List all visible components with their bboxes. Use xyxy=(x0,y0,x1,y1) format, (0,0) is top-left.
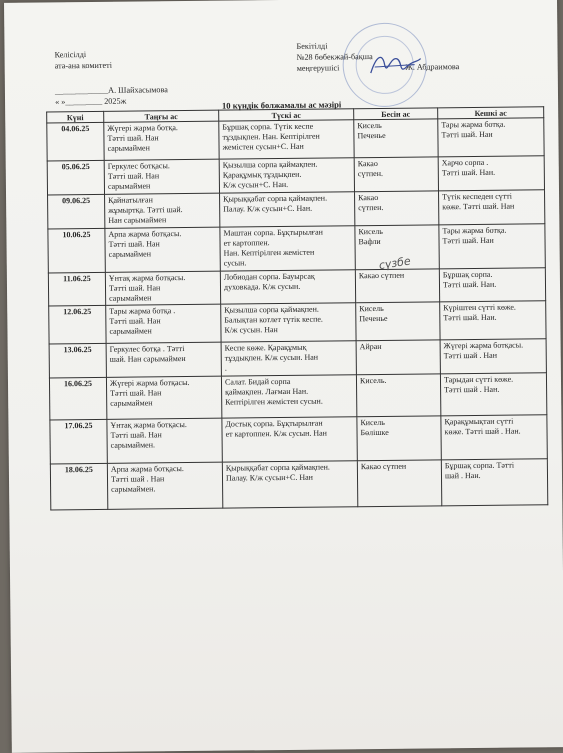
lunch-line: сусын. xyxy=(223,258,247,268)
document-sheet xyxy=(4,0,563,753)
lunch-line: қаймақпен. Лағман Нан. xyxy=(225,386,309,397)
row-date: 09.06.25 xyxy=(48,194,105,229)
dinner-line: Тәтті шай. Нан. xyxy=(443,312,497,323)
cell-lunch xyxy=(221,375,356,418)
lunch-line: К/ж сусын. Нан xyxy=(224,325,278,335)
cell-breakfast xyxy=(104,159,219,194)
row-date: 10.06.25 xyxy=(48,228,105,273)
table-row xyxy=(47,118,544,161)
table-row xyxy=(48,190,545,229)
dinner-line: Қарақұмықтан сүтті xyxy=(444,416,514,427)
cell-lunch xyxy=(220,270,355,304)
snack-line: Айран xyxy=(359,341,382,352)
cell-snack xyxy=(357,460,441,507)
breakfast-line: Арпа жарма ботқасы. xyxy=(110,464,184,474)
head-label: меңгерушісі xyxy=(296,63,340,73)
table-row xyxy=(49,339,546,378)
cell-dinner xyxy=(439,268,545,302)
row-date: 18.06.25 xyxy=(50,463,107,510)
breakfast-line: Қайнатылған xyxy=(108,195,153,205)
breakfast-line: сарымаймен. xyxy=(110,440,156,450)
kindergarten-label: №28 бөбекжай-бақша xyxy=(296,52,373,62)
lunch-line: Маштан сорпа. Бұқтырылған xyxy=(223,227,323,238)
cell-breakfast xyxy=(104,121,219,160)
lunch-line: Бұршақ сорпа. Түтік кеспе xyxy=(222,121,314,132)
breakfast-line: Нан сарымаймен xyxy=(108,215,167,225)
snack-line: Кисель xyxy=(359,303,384,314)
dinner-line: Тәтті шай. Нан. xyxy=(442,279,497,290)
cell-dinner xyxy=(440,339,546,374)
table-row xyxy=(50,415,547,464)
cell-breakfast xyxy=(107,462,222,509)
table-row xyxy=(50,459,547,510)
column-header-lunch: Түскі ас xyxy=(219,109,354,121)
dinner-line: Тарыдан сүтті көже. xyxy=(443,374,514,385)
snack-line: Печенье xyxy=(359,313,388,324)
snack-line: сүтпен. xyxy=(358,202,384,213)
cell-snack xyxy=(354,157,438,192)
lunch-line: К/ж сусын+С. Нан. xyxy=(222,179,289,190)
lunch-line: Лобиодан сорпа. Бауырсақ xyxy=(223,271,315,282)
cell-dinner xyxy=(441,415,547,460)
snack-line: Вафли xyxy=(358,236,381,247)
table-body xyxy=(47,118,548,510)
row-date: 16.06.25 xyxy=(49,377,106,420)
table-row xyxy=(47,156,544,195)
cell-snack xyxy=(355,269,439,303)
lunch-line: . xyxy=(224,363,227,373)
row-date: 05.06.25 xyxy=(47,160,104,195)
breakfast-line: сарымаймен xyxy=(107,143,150,153)
cell-snack xyxy=(356,302,440,341)
breakfast-line: Тәтті шай. Нан xyxy=(107,171,160,181)
column-header-date: Күні xyxy=(47,111,104,123)
committee-date-line: « »_________ 2025ж xyxy=(55,96,127,107)
row-date: 12.06.25 xyxy=(49,305,106,344)
breakfast-line: Тәтті шай. Нан xyxy=(110,388,162,398)
dinner-line: Бұршақ сорпа. Тәтті xyxy=(444,460,515,471)
cell-breakfast xyxy=(105,193,220,228)
snack-line: Бөлішке xyxy=(360,427,389,438)
cell-snack xyxy=(356,340,440,375)
cell-dinner xyxy=(440,301,546,340)
lunch-line: Палау. К/ж сусын+С. Нан xyxy=(225,472,313,483)
lunch-line: Кептірілген жемістен сусын. xyxy=(225,396,323,407)
breakfast-line: Геркулес ботқа . Тәтті xyxy=(109,344,185,354)
breakfast-line: сарымаймен xyxy=(109,293,152,303)
lunch-line: ет картоппен. К/ж сусын. Нан xyxy=(225,428,327,439)
agreed-label: Келісілді xyxy=(54,50,87,60)
breakfast-line: Тәтті шай. Нан xyxy=(108,239,160,249)
cell-lunch xyxy=(222,417,357,462)
lunch-line: Қарақұмық тұздықпен. xyxy=(222,169,302,180)
menu-table xyxy=(46,106,548,510)
approval-left-block xyxy=(55,48,169,107)
snack-line: Кисель xyxy=(360,417,385,428)
parent-committee-label: ата-ана комитеті xyxy=(54,60,113,71)
breakfast-line: Тәтті шай . Нан xyxy=(110,474,165,484)
snack-line: Кисель xyxy=(358,226,383,237)
dinner-line: шай . Нан. xyxy=(444,470,481,481)
column-header-dinner: Кешкі ас xyxy=(438,107,544,119)
snack-line: Кисель xyxy=(357,120,382,131)
breakfast-line: Геркулес ботқасы. xyxy=(107,161,170,171)
lunch-line: жемістен сусын+С. Нан xyxy=(222,141,304,152)
cell-lunch xyxy=(219,120,354,159)
cell-lunch xyxy=(221,341,356,376)
cell-lunch xyxy=(220,226,355,271)
approved-label: Бекітілді xyxy=(296,41,328,51)
cell-lunch xyxy=(221,303,356,342)
breakfast-line: Тәтті шай. Нан xyxy=(107,133,159,143)
snack-line: Какао xyxy=(357,158,378,169)
snack-line: Кисель. xyxy=(359,375,387,386)
column-header-breakfast: Таңғы ас xyxy=(104,110,219,122)
menu-title: 10 күндік болжамалы ас мәзірі xyxy=(221,99,342,111)
breakfast-line: жұмыртқа. Тәтті шай. xyxy=(108,205,183,215)
cell-breakfast xyxy=(106,342,221,377)
snack-line: сүтпен. xyxy=(357,168,384,179)
breakfast-line: сарымаймен. xyxy=(111,484,156,494)
cell-dinner xyxy=(438,118,544,157)
cell-breakfast xyxy=(106,376,221,419)
breakfast-line: Ұнтақ жарма ботқасы. xyxy=(110,420,187,430)
cell-lunch xyxy=(222,461,357,508)
lunch-line: Кеспе көже. Қарақұмық xyxy=(224,342,307,353)
dinner-line: көже. Тәтті шай. Нан xyxy=(442,201,515,212)
cell-snack xyxy=(356,374,440,417)
lunch-line: Қызылша сорпа қаймақпен. xyxy=(222,159,318,170)
snack-line: Какао xyxy=(358,192,379,203)
breakfast-line: Жүгері жарма ботқасы. xyxy=(109,377,190,388)
snack-line: Печенье xyxy=(357,130,386,141)
dinner-line: Тәтті шай. Нан xyxy=(441,129,493,140)
breakfast-line: сарымаймен xyxy=(109,326,152,336)
breakfast-line: Жүгері жарма ботқа. xyxy=(107,123,178,133)
cell-snack xyxy=(355,191,439,226)
cell-lunch xyxy=(220,192,355,227)
snack-line: Какао сүтпен xyxy=(358,270,405,281)
dinner-line: Тәтті шай. Нан. xyxy=(441,167,496,178)
breakfast-line: Тәтті шай. Нан xyxy=(109,316,161,326)
lunch-line: Балықтан котлет түтік кеспе. xyxy=(224,314,323,325)
dinner-line: Тары жарма ботқа. xyxy=(441,119,506,130)
dinner-line: Тәтті шай. Нан xyxy=(442,235,494,246)
dinner-line: Түтік кеспеден сүтті xyxy=(442,191,512,202)
committee-signature-line: _____________А. Шайхасымова xyxy=(54,85,168,96)
cell-breakfast xyxy=(105,271,220,305)
dinner-line: Жүгері жарма ботқасы. xyxy=(443,340,524,351)
breakfast-line: сарымаймен xyxy=(108,249,152,259)
table-row xyxy=(48,268,545,306)
dinner-line: Бұршақ сорпа. xyxy=(442,269,493,280)
dinner-line: Күріштен сүтті көже. xyxy=(443,302,516,313)
column-header-snack: Бесін ас xyxy=(354,108,438,120)
lunch-line: Достық сорпа. Бұқтырылған xyxy=(225,418,323,429)
dinner-line: Харчо сорпа . xyxy=(441,157,489,168)
lunch-line: Нан. Кептірілген жемістен xyxy=(223,247,315,258)
row-date: 04.06.25 xyxy=(47,122,104,161)
cell-dinner xyxy=(439,224,545,269)
snack-line: Какао сүтпен xyxy=(360,461,407,472)
row-date: 17.06.25 xyxy=(50,419,107,464)
dinner-line: көже. Тәтті шай . Нан. xyxy=(444,426,521,437)
cell-snack xyxy=(357,416,441,461)
cell-dinner xyxy=(440,373,546,416)
signature-scribble xyxy=(367,49,423,84)
breakfast-line: Тәтті шай. Нан xyxy=(108,283,161,293)
breakfast-line: Ұнтақ жарма ботқасы. xyxy=(108,273,186,283)
breakfast-line: сарымаймен xyxy=(107,181,151,191)
cell-breakfast xyxy=(107,418,222,463)
breakfast-line: Арпа жарма ботқасы. xyxy=(108,229,182,239)
breakfast-line: Тары жарма ботқа . xyxy=(109,306,176,316)
lunch-line: ет картоппен. xyxy=(223,238,270,248)
lunch-line: Палау. К/ж сусын+С. Нан. xyxy=(223,203,313,214)
cell-breakfast xyxy=(105,227,220,272)
lunch-line: Салат. Бидай сорпа xyxy=(224,376,291,387)
dinner-line: Тәтті шай . Нан xyxy=(443,350,498,361)
breakfast-line: сарымаймен xyxy=(110,398,153,408)
cell-dinner xyxy=(441,459,547,506)
lunch-line: Қырыққабат сорпа қаймақпен. xyxy=(225,462,330,473)
row-date: 11.06.25 xyxy=(48,272,105,306)
table-row xyxy=(48,224,545,273)
lunch-line: духовкада. К/ж сусын. xyxy=(223,281,301,292)
cell-dinner xyxy=(438,156,544,191)
breakfast-line: Тәтті шай. Нан xyxy=(110,430,162,440)
head-name: Ж. Абдраимова xyxy=(405,62,460,72)
handwritten-note: сүзбе xyxy=(377,254,412,273)
lunch-line: Қырыққабат сорпа қаймақпен. xyxy=(223,193,328,204)
lunch-line: тұздықпен. К/ж сусын. Нан xyxy=(224,352,319,363)
table-row xyxy=(49,373,546,420)
breakfast-line: шай. Нан сарымаймен xyxy=(109,354,186,364)
cell-dinner xyxy=(439,190,545,225)
lunch-line: тұздықпен. Нан. Кептірілген xyxy=(222,131,320,142)
table-row xyxy=(49,301,546,344)
lunch-line: Қызылша сорпа қаймақпен. xyxy=(224,304,319,315)
row-date: 13.06.25 xyxy=(49,343,106,378)
cell-breakfast xyxy=(106,304,221,343)
cell-lunch xyxy=(219,158,354,193)
dinner-line: Тары жарма ботқа. xyxy=(442,225,507,236)
cell-snack xyxy=(354,119,438,158)
dinner-line: Тәтті шай . Нан. xyxy=(444,384,500,395)
